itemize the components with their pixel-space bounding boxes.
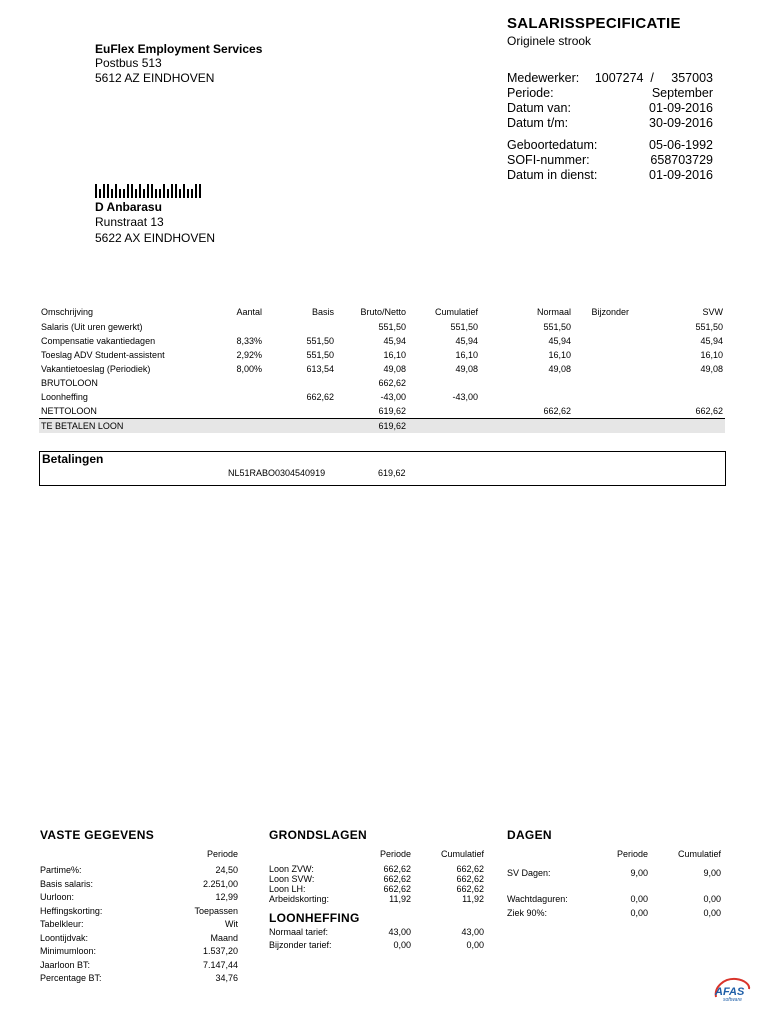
item-value: 0,00 (703, 907, 721, 918)
table-cell (573, 362, 631, 376)
table-cell: 551,50 (695, 322, 723, 332)
list-item (269, 939, 484, 953)
table-cell: 16,10 (383, 350, 406, 360)
item-label: Loon LH: (269, 883, 306, 894)
barcode-bar (119, 189, 121, 198)
info-label: Datum van: (507, 101, 571, 115)
item-value: 12,99 (215, 892, 238, 902)
company-name: EuFlex Employment Services (95, 42, 263, 56)
table-cell: 49,08 (700, 364, 723, 374)
list-item (269, 884, 484, 894)
item-value: 11,92 (462, 893, 484, 904)
table-cell (573, 419, 631, 434)
table-cell (214, 419, 264, 434)
info-label: Geboortedatum: (507, 138, 598, 152)
table-cell: 2,92% (236, 350, 262, 360)
item-label: Partime%: (40, 865, 82, 875)
list-item (40, 918, 238, 932)
table-cell: 662,62 (543, 406, 571, 416)
info-label: Medewerker: (507, 71, 580, 85)
logo-text: AFAS (715, 986, 745, 998)
info-value: 01-09-2016 (649, 101, 713, 115)
table-cell: 551,50 (306, 336, 334, 346)
item-label: Loontijdvak: (40, 932, 89, 943)
column-header: Omschrijving (41, 307, 94, 317)
table-row (39, 320, 725, 334)
list-item (40, 864, 238, 878)
barcode-bar (147, 184, 149, 198)
company-address-line1: Postbus 513 (95, 56, 162, 70)
grondslagen-title: GRONDSLAGEN (269, 828, 367, 842)
table-cell (214, 376, 264, 390)
betalingen-amount: 619,62 (378, 468, 406, 478)
item-value: Toepassen (194, 905, 238, 916)
dagen-col-headers (507, 848, 721, 862)
barcode-bar (191, 189, 193, 198)
table-cell: 45,94 (455, 336, 478, 346)
table-cell (214, 390, 264, 404)
list-item (40, 878, 238, 892)
table-cell (480, 390, 573, 404)
table-header-row (39, 304, 725, 320)
list-item (507, 866, 721, 880)
salary-table (39, 304, 725, 433)
list-item (507, 892, 721, 906)
table-row (39, 334, 725, 348)
employee-address-line1: Runstraat 13 (95, 215, 164, 229)
table-cell: 49,08 (455, 364, 478, 374)
table-cell: 8,33% (236, 336, 262, 346)
barcode-bar (95, 184, 97, 198)
item-label: Jaarloon BT: (40, 959, 91, 970)
vaste-gegevens-section (40, 828, 238, 986)
table-row (39, 404, 725, 419)
table-cell (573, 376, 631, 390)
item-value: 24,50 (215, 865, 238, 875)
list-item (40, 959, 238, 973)
table-cell (573, 334, 631, 348)
barcode-bar (199, 184, 201, 198)
barcode-bar (111, 189, 113, 198)
table-cell: 16,10 (700, 350, 723, 360)
employee-info-block (507, 71, 713, 131)
barcode-bar (107, 184, 109, 198)
table-cell: TE BETALEN LOON (39, 419, 214, 434)
table-cell: BRUTOLOON (41, 378, 98, 388)
table-cell: 45,94 (548, 336, 571, 346)
item-label: Percentage BT: (40, 973, 102, 983)
list-item (40, 945, 238, 959)
table-cell: 613,54 (306, 364, 334, 374)
betalingen-box (39, 451, 726, 486)
table-cell: NETTOLOON (41, 406, 97, 416)
item-label: SV Dagen: (507, 867, 551, 878)
item-label: Uurloon: (40, 892, 75, 902)
info-value: 30-09-2016 (649, 116, 713, 130)
item-value: 9,00 (630, 867, 648, 878)
loonheffing-title: LOONHEFFING (269, 910, 360, 925)
table-cell (631, 419, 725, 434)
table-cell: 8,00% (236, 364, 262, 374)
table-cell: 45,94 (383, 336, 406, 346)
table-cell: 662,62 (378, 378, 406, 388)
table-row (39, 362, 725, 376)
barcode-bar (183, 184, 185, 198)
item-value: 11,92 (389, 893, 411, 904)
document-title: SALARISSPECIFICATIE (507, 15, 681, 32)
info-row (507, 101, 713, 116)
table-cell (214, 404, 264, 419)
table-cell: Compensatie vakantiedagen (41, 336, 156, 346)
company-address-line2: 5612 AZ EINDHOVEN (95, 71, 215, 85)
table-cell (408, 404, 480, 419)
column-header: Periode (379, 849, 411, 859)
barcode-bar (163, 184, 165, 198)
info-label: Periode: (507, 86, 554, 100)
vaste-col-header: Periode (206, 849, 238, 859)
table-cell (408, 376, 480, 390)
barcode-bar (151, 184, 153, 198)
item-value: 2.251,00 (202, 878, 238, 889)
table-cell: 662,62 (306, 392, 334, 402)
info-value: September (651, 86, 713, 100)
info-value: 658703729 (650, 153, 713, 167)
barcode-bar (135, 189, 137, 198)
table-cell: 662,62 (695, 406, 723, 416)
table-cell (264, 376, 336, 390)
item-value: Maand (210, 932, 238, 943)
betalingen-iban: NL51RABO0304540919 (228, 468, 326, 478)
grondslagen-col-headers (269, 848, 484, 862)
item-value: 0,00 (630, 893, 648, 904)
table-cell: Salaris (Uit uren gewerkt) (41, 322, 143, 332)
table-cell: 16,10 (548, 350, 571, 360)
table-cell: 619,62 (336, 419, 408, 434)
list-item (507, 906, 721, 920)
employee-info-block-2 (507, 138, 713, 183)
item-value: 0,00 (630, 907, 648, 918)
barcode-bar (103, 184, 105, 198)
column-header: Periode (616, 849, 648, 859)
item-value: 662,62 (383, 883, 411, 894)
employee-address-line2: 5622 AX EINDHOVEN (95, 231, 216, 245)
column-header: Normaal (536, 307, 571, 317)
item-value: 662,62 (456, 873, 484, 884)
item-label: Loon SVW: (269, 873, 315, 884)
table-cell (264, 320, 336, 334)
table-total-row (39, 419, 725, 434)
table-cell: 49,08 (548, 364, 571, 374)
table-cell: 619,62 (378, 406, 406, 416)
item-value: 34,76 (215, 973, 238, 983)
barcode-bar (127, 184, 129, 198)
info-row (507, 86, 713, 101)
table-cell (573, 390, 631, 404)
dagen-title: DAGEN (507, 828, 552, 842)
column-header: Basis (311, 307, 334, 317)
vaste-gegevens-title: VASTE GEGEVENS (40, 828, 155, 842)
item-label: Heffingskorting: (40, 905, 103, 916)
table-cell (631, 376, 725, 390)
item-value: 0,00 (703, 893, 721, 904)
document-subtitle: Originele strook (507, 34, 592, 48)
employee-name: D Anbarasu (95, 200, 162, 214)
table-cell: 551,50 (450, 322, 478, 332)
dagen-section (507, 828, 721, 920)
table-cell: 49,08 (383, 364, 406, 374)
item-value: 662,62 (383, 873, 411, 884)
table-cell: 45,94 (700, 336, 723, 346)
barcode-bar (99, 189, 101, 198)
barcode-bar (171, 184, 173, 198)
table-cell: -43,00 (452, 392, 478, 402)
item-label: Basis salaris: (40, 878, 94, 889)
item-label: Wachtdaguren: (507, 893, 568, 904)
table-cell (214, 320, 264, 334)
table-cell: -43,00 (380, 392, 406, 402)
barcode-bar (159, 189, 161, 198)
column-header: Bijzonder (591, 307, 629, 317)
item-value: 43,00 (461, 926, 484, 937)
item-value: 9,00 (703, 867, 721, 878)
logo-subtext: software (723, 997, 742, 1003)
info-row (507, 153, 713, 168)
info-label: Datum in dienst: (507, 168, 598, 182)
table-cell: Loonheffing (41, 392, 88, 402)
barcode-bar (143, 189, 145, 198)
item-label: Arbeidskorting: (269, 893, 330, 904)
list-item (269, 864, 484, 874)
item-label: Normaal tarief: (269, 926, 329, 937)
table-cell (408, 419, 480, 434)
barcode-bar (131, 184, 133, 198)
table-cell (480, 376, 573, 390)
column-header: Aantal (236, 307, 262, 317)
item-label: Minimumloon: (40, 946, 97, 956)
grondslagen-section (269, 828, 484, 953)
betalingen-title: Betalingen (42, 452, 104, 466)
list-item (269, 894, 484, 904)
table-cell (480, 419, 573, 434)
barcode-bar (123, 189, 125, 198)
column-header: SVW (702, 307, 723, 317)
item-value: Wit (225, 919, 238, 929)
info-value: 05-06-1992 (649, 138, 713, 152)
afas-logo (712, 975, 752, 1003)
info-value: 1007274 / 357003 (594, 71, 713, 85)
table-row (39, 390, 725, 404)
barcode-bar (195, 184, 197, 198)
item-value: 662,62 (456, 863, 484, 874)
table-cell (573, 348, 631, 362)
barcode-bar (187, 189, 189, 198)
table-cell (573, 320, 631, 334)
table-cell: 16,10 (455, 350, 478, 360)
barcode-bar (115, 184, 117, 198)
item-label: Tabelkleur: (40, 919, 84, 929)
list-item (40, 891, 238, 905)
postal-barcode (95, 184, 203, 198)
table-cell: Vakantietoeslag (Periodiek) (41, 364, 151, 374)
column-header: Cumulatief (434, 307, 478, 317)
table-cell (573, 404, 631, 419)
barcode-bar (155, 189, 157, 198)
list-item (40, 972, 238, 986)
table-cell (264, 419, 336, 434)
column-header: Cumulatief (440, 849, 484, 859)
item-label: Loon ZVW: (269, 863, 314, 874)
item-value: 0,00 (466, 940, 484, 950)
column-header: Cumulatief (677, 849, 721, 859)
info-value: 01-09-2016 (649, 168, 713, 182)
info-row (507, 168, 713, 183)
item-value: 43,00 (388, 926, 411, 937)
table-cell: 551,50 (306, 350, 334, 360)
table-cell: 551,50 (543, 322, 571, 332)
item-label: Ziek 90%: (507, 907, 548, 918)
info-row (507, 116, 713, 131)
item-label: Bijzonder tarief: (269, 940, 332, 950)
item-value: 1.537,20 (202, 946, 238, 956)
info-label: Datum t/m: (507, 116, 569, 130)
item-value: 7.147,44 (202, 959, 238, 970)
barcode-bar (167, 189, 169, 198)
item-value: 662,62 (383, 863, 411, 874)
table-cell (264, 404, 336, 419)
barcode-bar (179, 189, 181, 198)
table-cell: 551,50 (378, 322, 406, 332)
list-item (269, 926, 484, 940)
list-item (269, 874, 484, 884)
item-value: 662,62 (456, 883, 484, 894)
table-cell (631, 390, 725, 404)
info-row (507, 138, 713, 153)
list-item (40, 905, 238, 919)
list-item (40, 932, 238, 946)
barcode-bar (175, 184, 177, 198)
table-row (39, 348, 725, 362)
info-row (507, 71, 713, 86)
barcode-bar (139, 184, 141, 198)
table-cell: Toeslag ADV Student-assistent (41, 350, 165, 360)
table-row (39, 376, 725, 390)
column-header: Bruto/Netto (360, 307, 406, 317)
item-value: 0,00 (393, 940, 411, 950)
info-label: SOFI-nummer: (507, 153, 590, 167)
